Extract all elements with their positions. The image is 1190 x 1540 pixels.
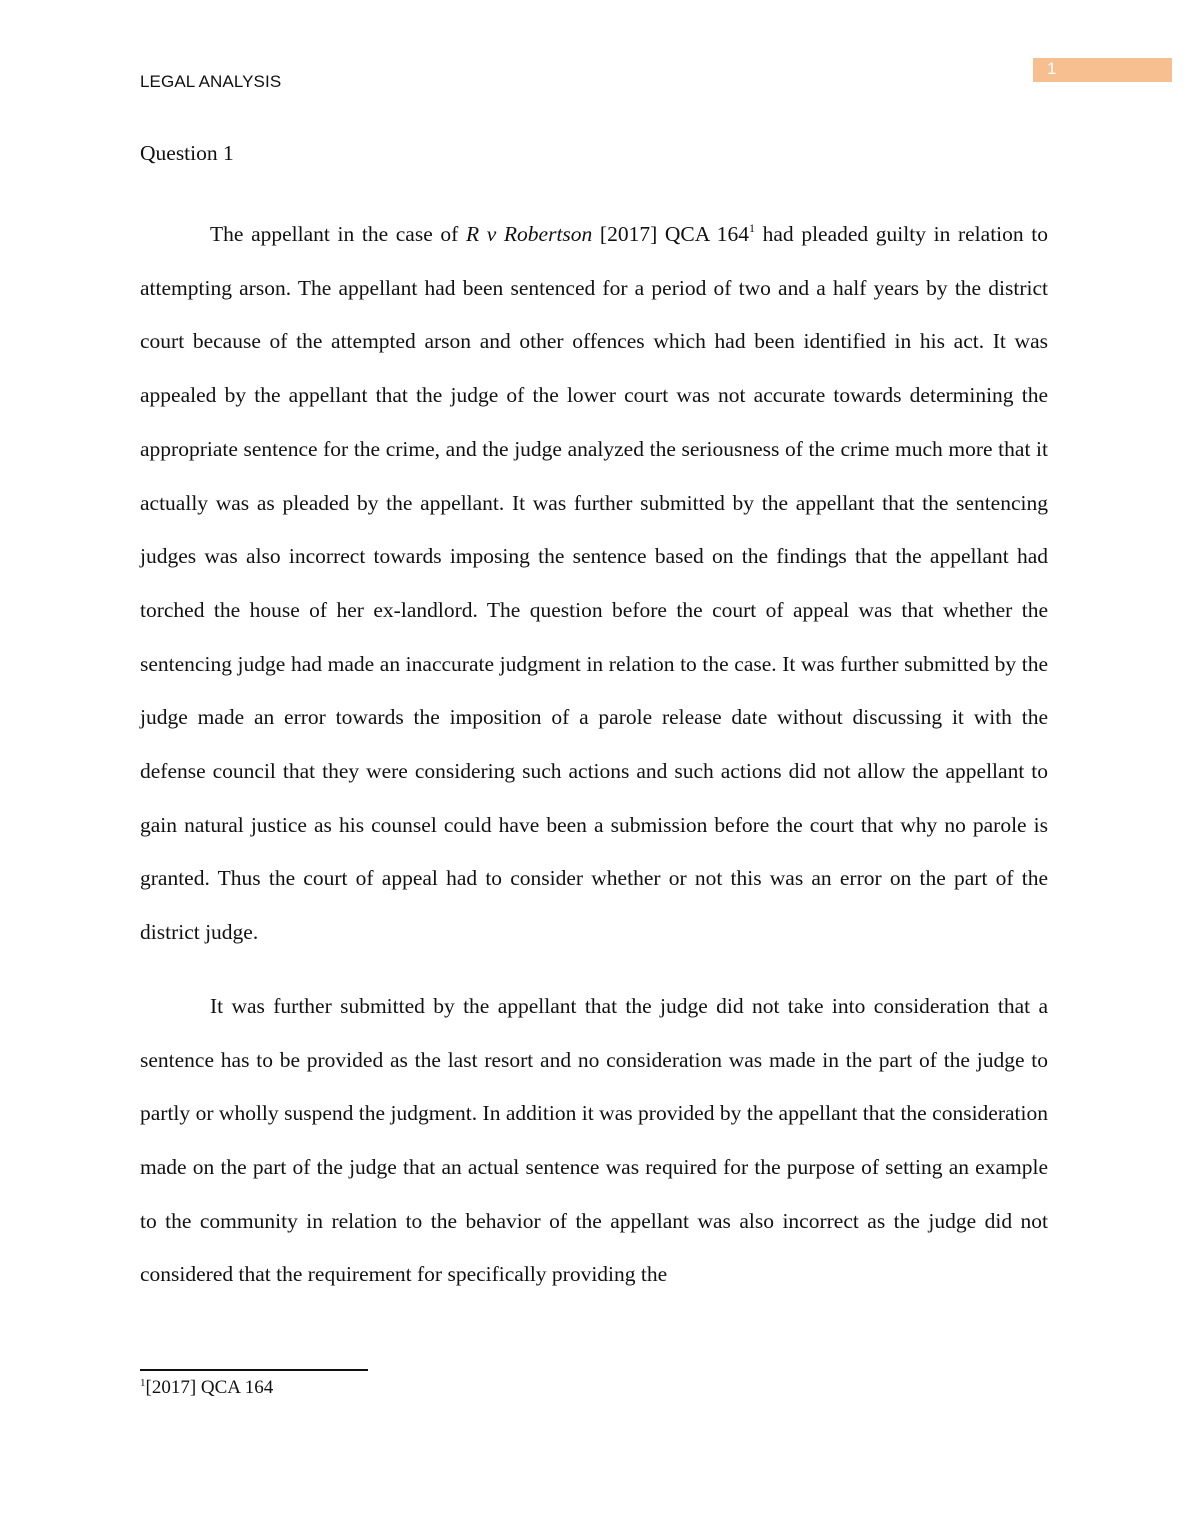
paragraph-1-text: had pleaded guilty in relation to attempting arson. The appellant had been sentenced for a period of two and a half years by the district court because of the attempted arson and other offences which had been identified in his act. It was appealed by the appellant that the judge of the lower court was not accurate towards determining the appropriate sentence for the crime, and the judge analyzed the seriousness of the crime much more that it actually was as pleaded by the appellant. It was further submitted by the appellant that the sentencing judges was also incorrect towards imposing the sentence based on the findings that the appellant had torched the house of her ex-landlord. The question before the court of appeal was that whether the sentencing judge had made an inaccurate judgment in relation to the case. It was further submitted by the judge made an error towards the imposition of a parole release date without discussing it with the defense council that they were considering such actions and such actions did not allow the appellant to gain natural justice as his counsel could have been a submission before the court that why no parole is granted. Thus the court of appeal had to consider whether or not this was an error on the part of the district judge. (140, 222, 1049, 945)
case-citation: [2017] QCA 164 (592, 222, 749, 246)
body-paragraph-2: It was further submitted by the appellant that the judge did not take into consideration that a sentence has to be provided as the last resort and no consideration was made in the part of the judge to partly or wholly suspend the judgment. In addition it was provided by the appellant that the consideration made on the part of the judge that an actual sentence was required for the purpose of setting an example to the community in relation to the behavior of the appellant was also incorrect as the judge did not considered that the requirement for specifically providing the (140, 993, 1048, 1287)
page-number-bar (1033, 58, 1172, 82)
body-paragraph-1 (140, 208, 1048, 960)
footnote-number: 1 (140, 1377, 146, 1389)
page-number: 1 (1047, 59, 1057, 78)
paragraph-1-intro: The appellant in the case of (210, 222, 466, 246)
footnote-divider (140, 1369, 368, 1371)
footnote-text: [2017] QCA 164 (145, 1377, 274, 1398)
footnote (140, 1376, 273, 1400)
case-name: R v Robertson (465, 222, 593, 246)
footnote-reference: 1 (749, 221, 755, 235)
running-head: LEGAL ANALYSIS (140, 72, 282, 91)
document-body (140, 136, 1048, 1302)
question-heading: Question 1 (140, 141, 234, 165)
